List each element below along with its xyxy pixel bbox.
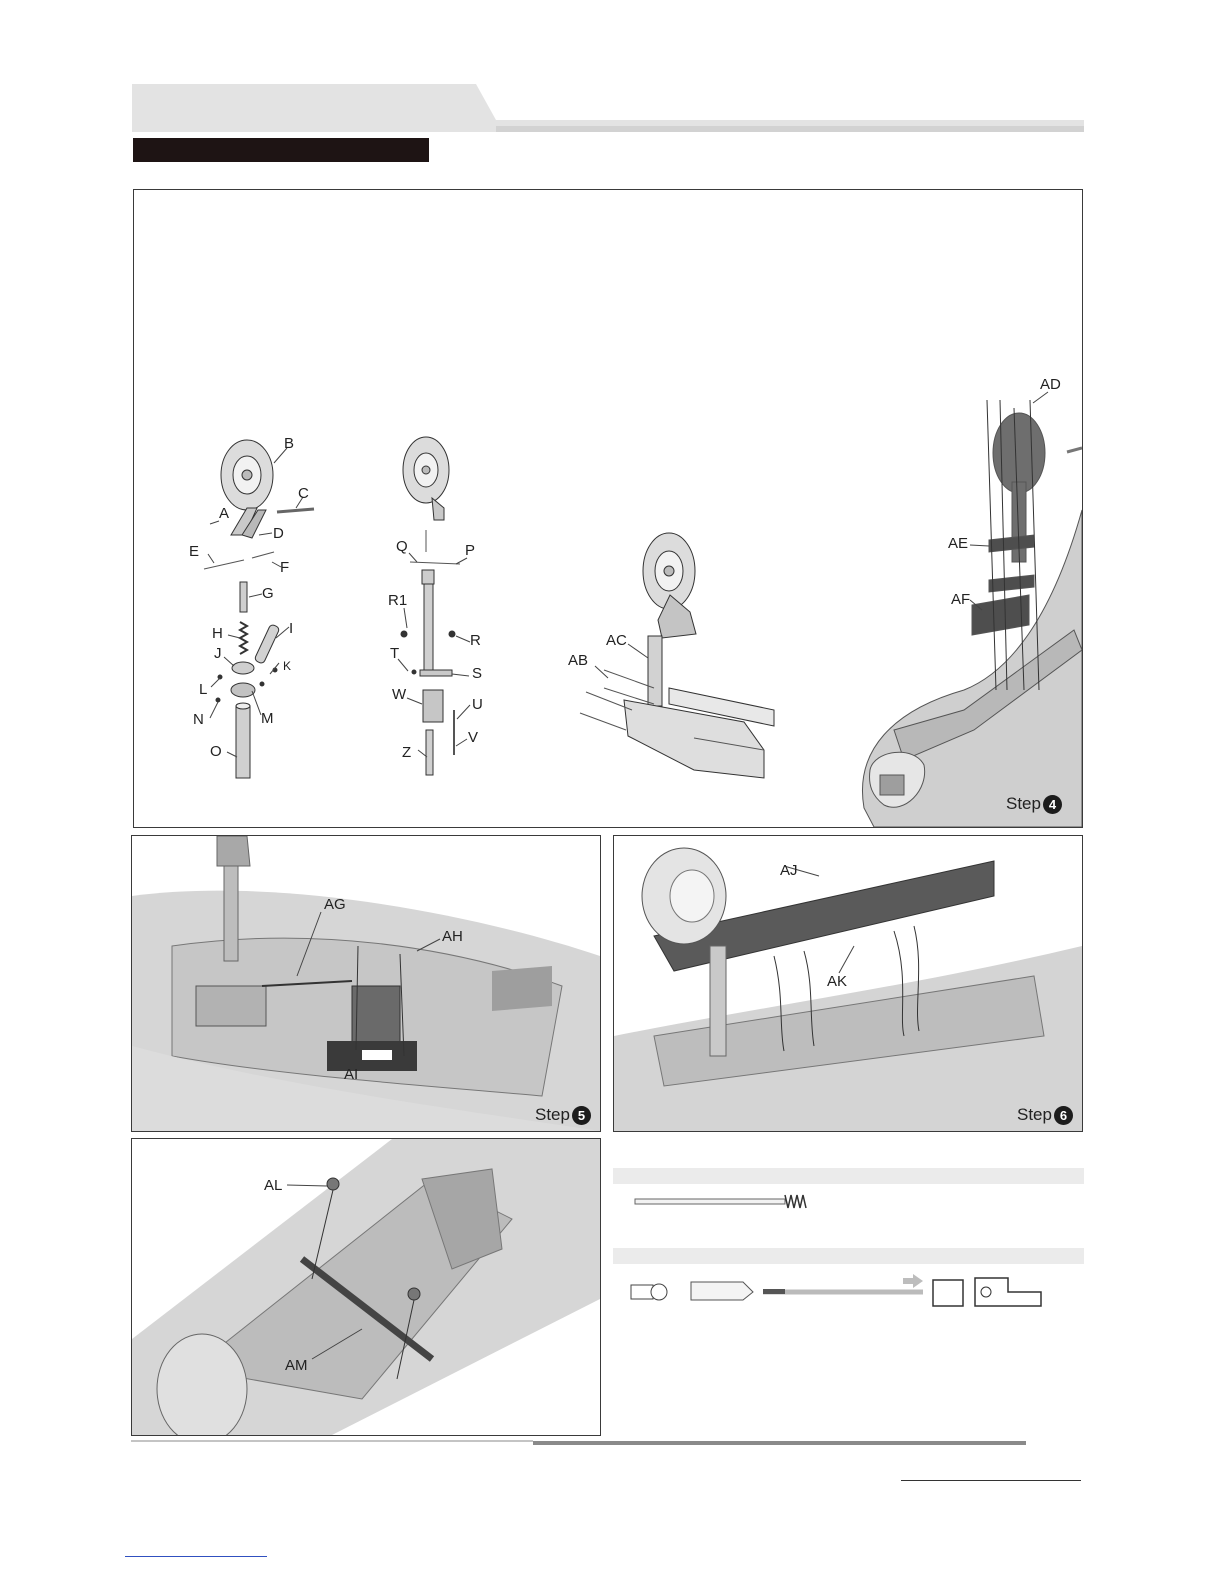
label-AE: AE <box>948 535 969 552</box>
label-K: K <box>283 659 292 673</box>
label-S: S <box>472 665 483 682</box>
label-R: R <box>470 632 481 649</box>
label-L: L <box>199 681 208 698</box>
label-AD: AD <box>1040 376 1061 393</box>
label-D: D <box>273 525 284 542</box>
label-E: E <box>189 543 200 560</box>
landing-gear-exploded-mid <box>401 437 460 775</box>
label-AC: AC <box>606 632 627 649</box>
pushrod-section-band-1 <box>613 1168 1084 1184</box>
section-title-bar <box>133 138 429 162</box>
step4-badge <box>1006 794 1062 814</box>
label-AJ: AJ <box>780 862 798 879</box>
step4-panel <box>133 189 1083 828</box>
label-V: V <box>468 729 479 746</box>
step5-illustration <box>132 836 600 1131</box>
label-C: C <box>298 485 309 502</box>
label-AF: AF <box>951 591 971 608</box>
label-Q: Q <box>396 538 408 555</box>
leader-lines-mount <box>595 644 648 678</box>
step6-word: Step <box>1017 1105 1052 1124</box>
label-AB: AB <box>568 652 589 669</box>
clevis-connector-diagram <box>613 1268 1084 1328</box>
step6-badge <box>1017 1105 1073 1125</box>
label-I: I <box>289 620 294 637</box>
pushrod-section-band-2 <box>613 1248 1084 1264</box>
label-AH: AH <box>442 928 463 945</box>
label-T: T <box>390 645 400 662</box>
label-W: W <box>392 686 407 703</box>
label-Z: Z <box>402 744 412 761</box>
step7-panel <box>131 1138 601 1436</box>
footer-rule-right <box>533 1441 1026 1445</box>
step6-illustration <box>614 836 1082 1131</box>
label-AM: AM <box>285 1357 308 1374</box>
footer-rule-left <box>131 1440 533 1442</box>
footer-underline-left <box>125 1556 267 1557</box>
label-M: M <box>261 710 274 727</box>
step4-number: 4 <box>1043 795 1062 814</box>
label-B: B <box>284 435 295 452</box>
step5-badge <box>535 1105 591 1125</box>
step4-word: Step <box>1006 794 1041 813</box>
label-AK: AK <box>827 973 848 990</box>
landing-gear-mount-assembly <box>580 533 774 778</box>
step6-number: 6 <box>1054 1106 1073 1125</box>
step5-number: 5 <box>572 1106 591 1125</box>
step5-panel <box>131 835 601 1132</box>
label-A: A <box>219 505 230 522</box>
label-U: U <box>472 696 483 713</box>
label-O: O <box>210 743 222 760</box>
label-N: N <box>193 711 204 728</box>
label-AI: AI <box>344 1066 359 1083</box>
label-J: J <box>214 645 222 662</box>
header-tab-shape <box>0 0 1224 140</box>
label-P: P <box>465 542 476 559</box>
label-AL: AL <box>264 1177 283 1194</box>
header-band <box>0 0 1224 140</box>
fuselage-nose <box>862 400 1082 827</box>
label-F: F <box>280 559 290 576</box>
footer-underline-right <box>901 1480 1081 1481</box>
step7-illustration <box>132 1139 600 1435</box>
label-G: G <box>262 585 274 602</box>
label-H: H <box>212 625 223 642</box>
step5-word: Step <box>535 1105 570 1124</box>
label-R1: R1 <box>388 592 408 609</box>
step4-illustration <box>134 190 1082 827</box>
step6-panel <box>613 835 1083 1132</box>
pushrod-diagram <box>613 1190 1084 1220</box>
label-AG: AG <box>324 896 346 913</box>
